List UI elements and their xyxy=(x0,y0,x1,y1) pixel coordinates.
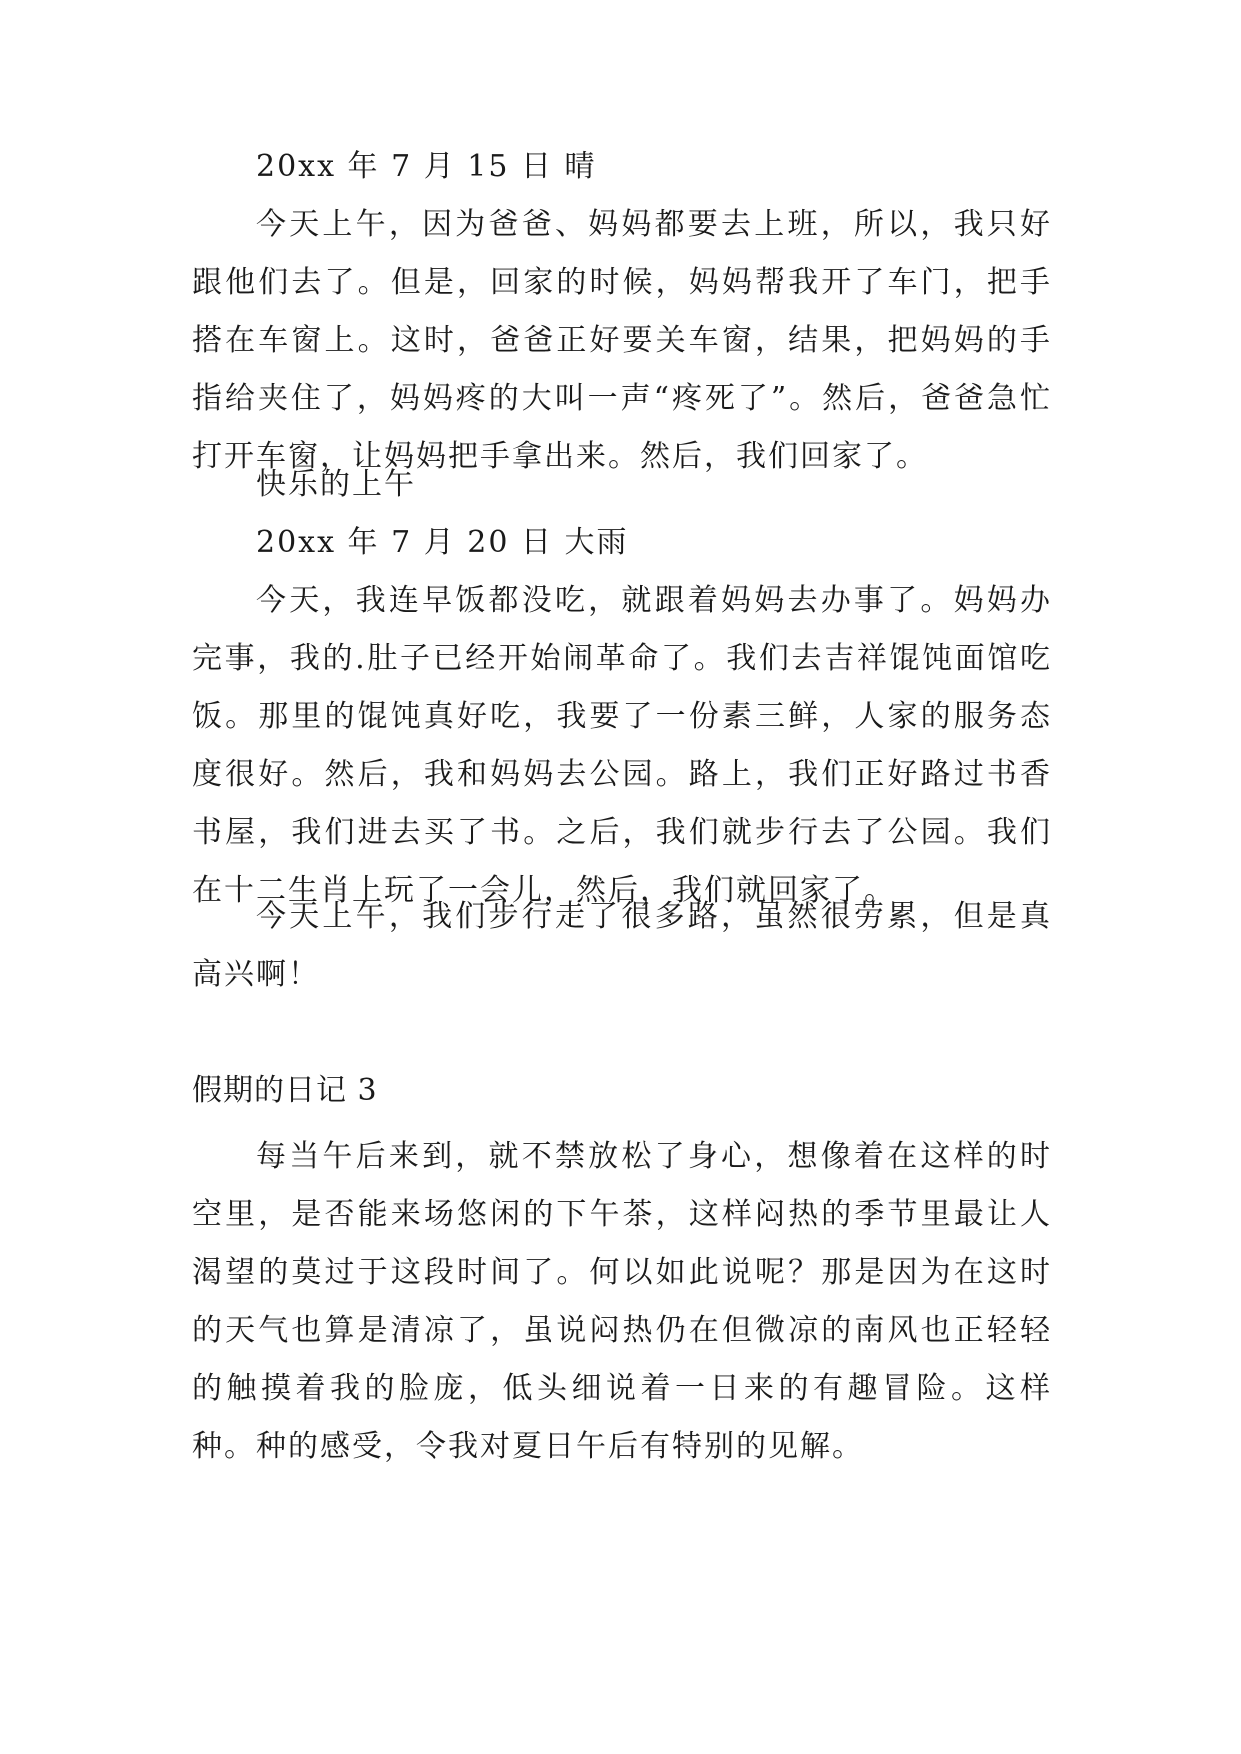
entry2-paragraph-1: 今天，我连早饭都没吃，就跟着妈妈去办事了。妈妈办完事，我的.肚子已经开始闹革命了。我们去吉祥馄饨面馆吃饭。那里的馄饨真好吃，我要了一份素三鲜，人家的服务态度很好。然后，我和妈妈去公园。路上，我们正好路过书香书屋，我们进去买了书。之后，我们就步行去了公园。我们在十二生肖上玩了一会儿，然后，我们就回家了。 xyxy=(192,583,1052,908)
section3-heading: 假期的日记 3 xyxy=(192,1073,378,1108)
entry2-title: 快乐的上午 xyxy=(256,467,416,502)
section3-paragraph: 每当午后来到，就不禁放松了身心，想像着在这样的时空里，是否能来场悠闲的下午茶，这样闷热的季节里最让人渴望的莫过于这段时间了。何以如此说呢？那是因为在这时的天气也算是清凉了，虽说闷热仍在但微凉的南风也正轻轻的触摸着我的脸庞，低头细说着一日来的有趣冒险。这样种。种的感受，令我对夏日午后有特别的见解。 xyxy=(192,1139,1052,1464)
entry1-paragraph: 今天上午，因为爸爸、妈妈都要去上班，所以，我只好跟他们去了。但是，回家的时候，妈妈帮我开了车门，把手搭在车窗上。这时，爸爸正好要关车窗，结果，把妈妈的手指给夹住了，妈妈疼的大叫一声“疼死了”。然后，爸爸急忙打开车窗，让妈妈把手拿出来。然后，我们回家了。 xyxy=(192,207,1052,474)
entry2-date-line: 20xx 年 7 月 20 日 大雨 xyxy=(256,525,629,560)
entry1-date-line: 20xx 年 7 月 15 日 晴 xyxy=(256,149,597,184)
entry2-paragraph-2: 今天上午，我们步行走了很多路，虽然很劳累，但是真高兴啊！ xyxy=(192,899,1052,992)
